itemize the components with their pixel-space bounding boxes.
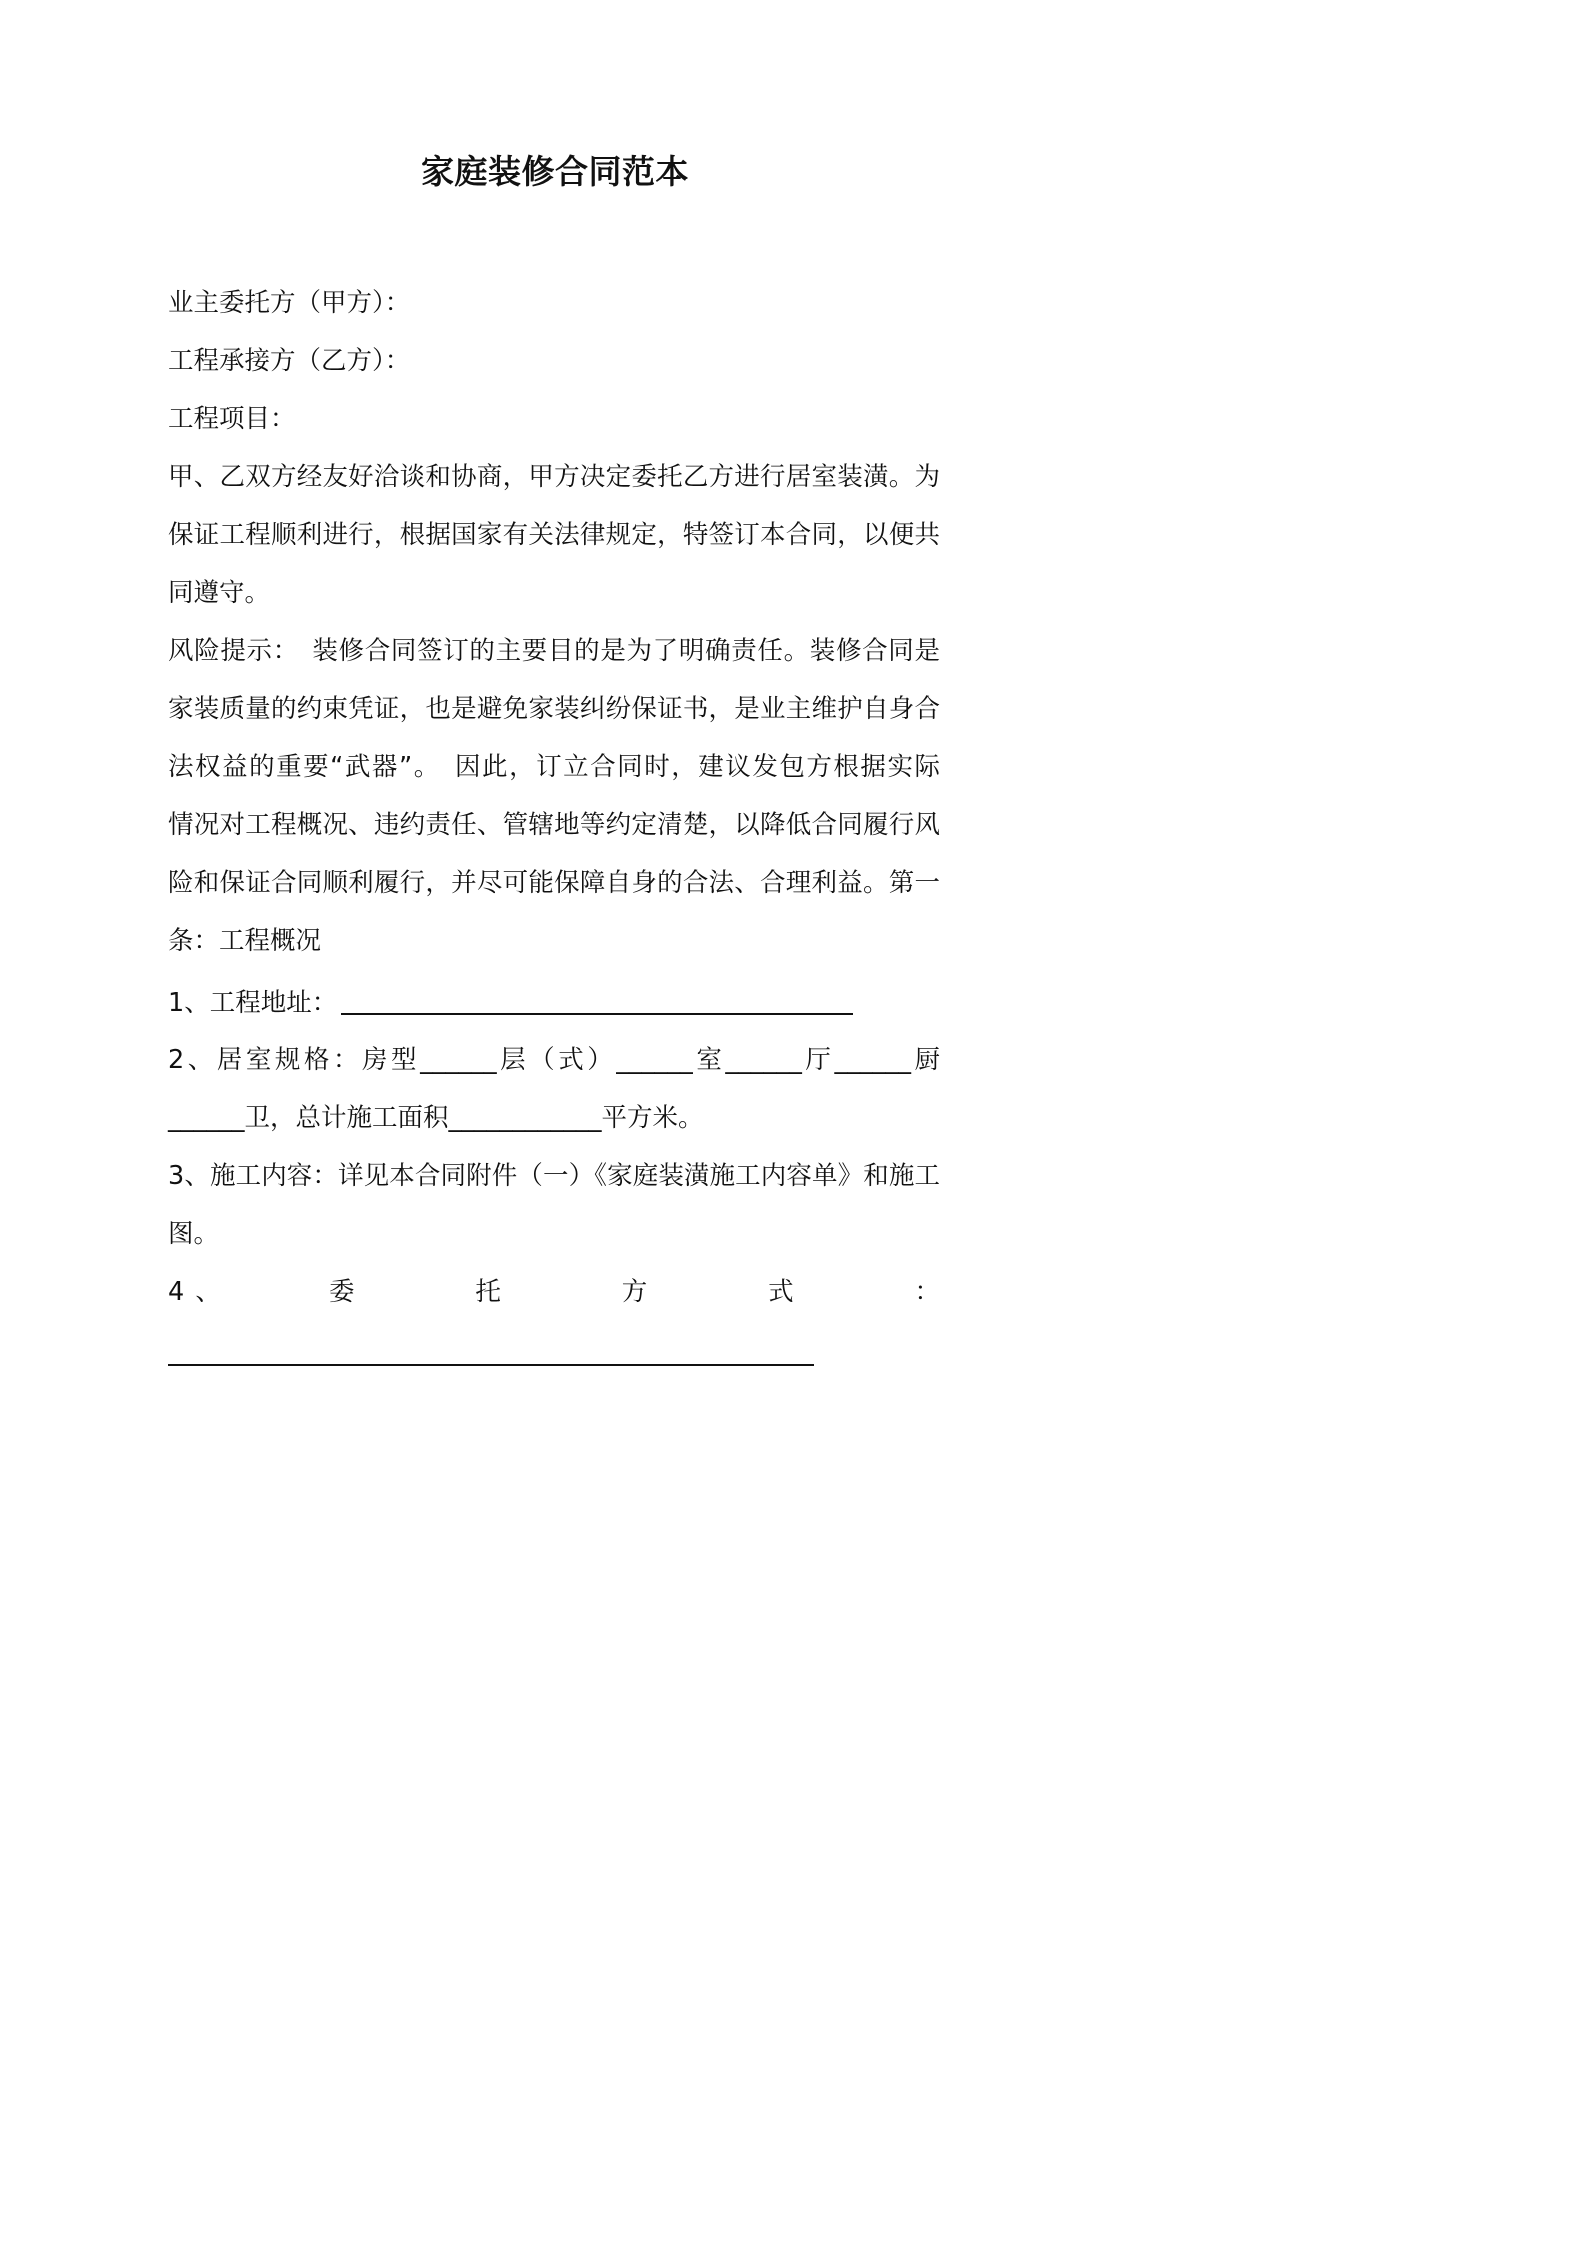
project-label: 工程项目： — [168, 404, 296, 434]
item-4-line-1: 4、 委 托 方 式 ： — [168, 1277, 940, 1307]
risk-paragraph-line-1: 风险提示： 装修合同签订的主要目的是为了明确责任。装修合同是 — [168, 636, 940, 666]
intro-paragraph-line-3: 同遵守。 — [168, 578, 271, 608]
item-4-blank — [168, 1336, 814, 1378]
document-page — [0, 0, 1100, 1556]
risk-paragraph-line-4: 情况对工程概况、违约责任、管辖地等约定清楚，以降低合同履行风 — [168, 810, 940, 840]
address-blank-line — [341, 985, 853, 1015]
intro-paragraph-line-1: 甲、乙双方经友好洽谈和协商，甲方决定委托乙方进行居室装潢。为 — [168, 462, 940, 492]
item-2-line-1: 2、居室规格：房型______层（式）______室______厅______厨 — [168, 1045, 940, 1075]
risk-paragraph-line-6: 条：工程概况 — [168, 926, 322, 956]
intro-paragraph-line-2: 保证工程顺利进行，根据国家有关法律规定，特签订本合同，以便共 — [168, 520, 940, 550]
risk-paragraph-line-3: 法权益的重要“武器”。 因此，订立合同时，建议发包方根据实际 — [168, 752, 940, 782]
item-1-label: 1、工程地址： — [168, 988, 338, 1018]
item-3-line-2: 图。 — [168, 1219, 220, 1249]
party-a-label: 业主委托方（甲方）： — [168, 288, 411, 318]
item-2-line-2: ______卫，总计施工面积____________平方米。 — [168, 1103, 704, 1133]
entrust-method-blank-line — [168, 1336, 814, 1366]
item-1-address — [168, 983, 853, 1023]
party-b-label: 工程承接方（乙方）： — [168, 346, 411, 376]
risk-paragraph-line-5: 险和保证合同顺利履行，并尽可能保障自身的合法、合理利益。第一 — [168, 868, 940, 898]
item-3-line-1: 3、施工内容：详见本合同附件（一）《家庭装潢施工内容单》和施工 — [168, 1161, 940, 1191]
risk-paragraph-line-2: 家装质量的约束凭证，也是避免家装纠纷保证书，是业主维护自身合 — [168, 694, 940, 724]
document-title: 家庭装修合同范本 — [421, 152, 689, 191]
